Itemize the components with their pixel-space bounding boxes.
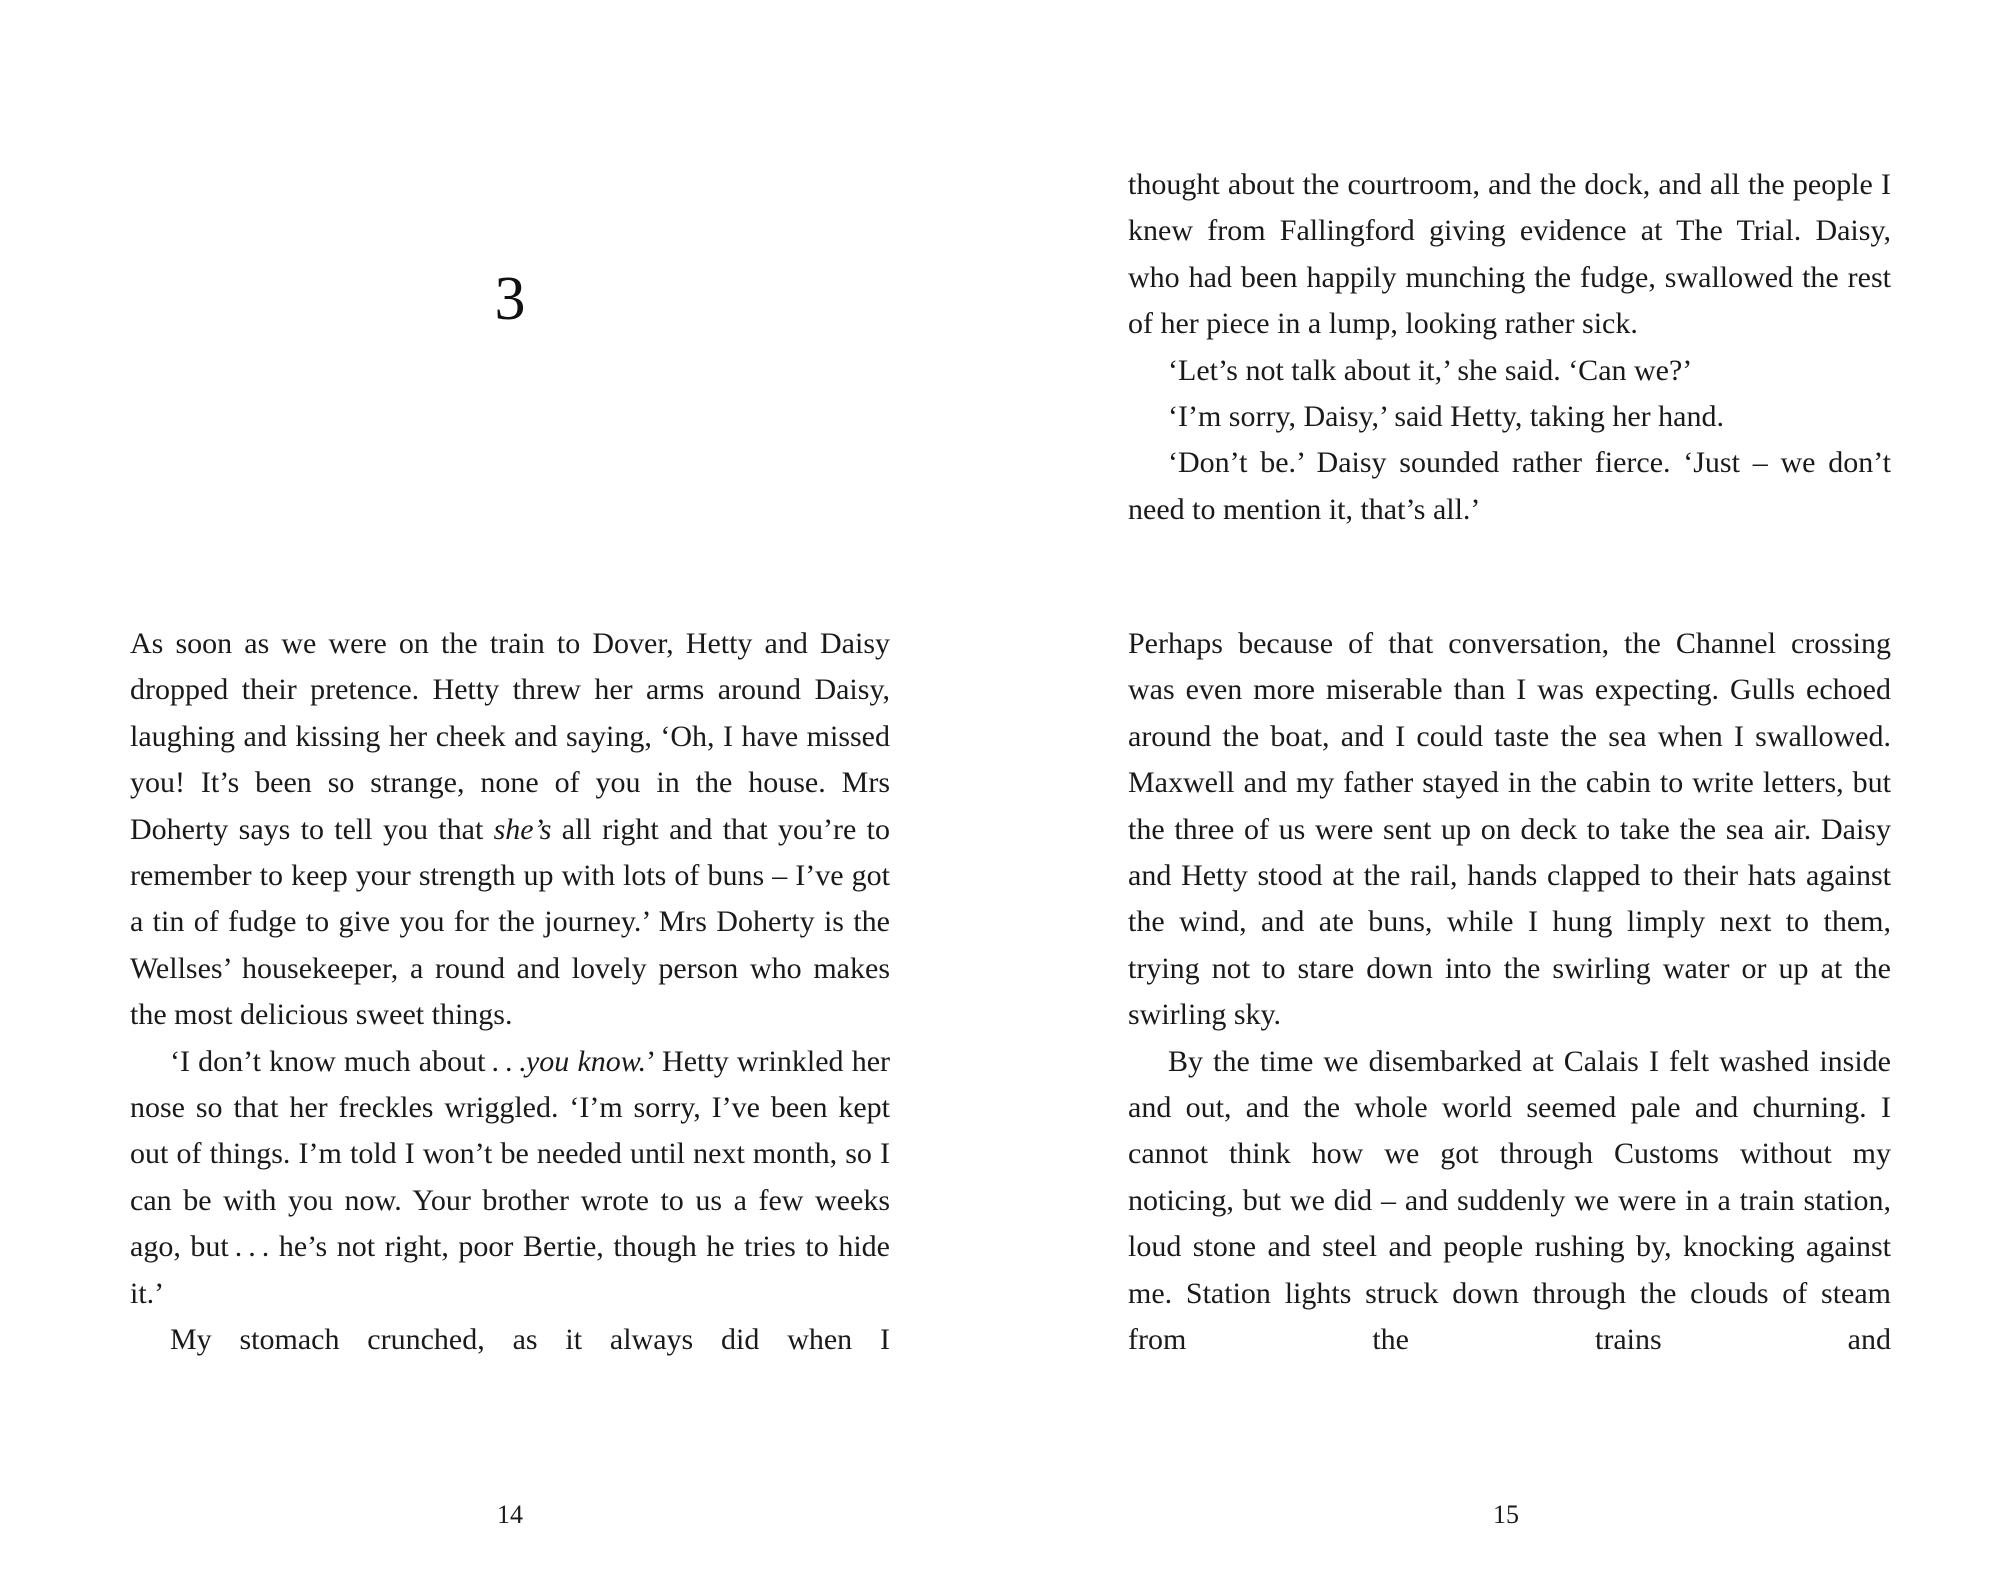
chapter-number: 3 <box>494 265 526 333</box>
text-run: My stomach crunched, as it always did when I <box>170 1323 890 1357</box>
paragraph: Perhaps because of that conversation, the Channel crossing was even more miserable than I was expecting. Gulls echoed around the boat, and I could taste the sea when I swallowed. Maxwell and my father stayed in the cabin to write letters, but the three of us were sent up on deck to take the sea air. Daisy and Hetty stood at the rail, hands clapped to their hats against the wind, and ate buns, while I hung limply next to them, trying not to stare down into the swirling water or up at the swirling sky. <box>1128 627 1891 1032</box>
paragraph <box>130 1039 890 1317</box>
right-page <box>1000 0 2000 1573</box>
paragraph <box>130 621 890 1039</box>
italic-text-run: she’s <box>493 812 552 846</box>
paragraph: ‘Let’s not talk about it,’ she said. ‘Can we?’ <box>1168 353 1693 387</box>
text-run: ’ Hetty wrinkled her nose so that her freckles wriggled. ‘I’m sorry, I’ve been kept out of things. I’m told I won’t be needed until next month, so I can be with you now. Your brother wrote to us a few weeks ago, but . . . he’s not right, poor Bertie, though he tries to hide it.’ <box>130 1044 890 1310</box>
paragraph: thought about the courtroom, and the dock, and all the people I knew from Fallingford giving evidence at The Trial. Daisy, who had been happily munching the fudge, swallowed the rest of her piece in a lump, looking rather sick. <box>1128 168 1891 341</box>
text-run: ‘I don’t know much about . . . <box>170 1044 526 1078</box>
paragraph: ‘I’m sorry, Daisy,’ said Hetty, taking her hand. <box>1168 400 1724 434</box>
text-run: As soon as we were on the train to Dover, Hetty and Daisy dropped their pretence. Hetty threw her arms around Daisy, laughing and kissing her cheek and saying, ‘Oh, I have missed you! It’s been so strange, none of you in the house. Mrs Doherty says to tell you that <box>130 627 890 846</box>
right-page-top-text <box>1128 162 1891 533</box>
page-number: 15 <box>1493 1500 1519 1529</box>
page-number: 14 <box>497 1500 523 1529</box>
paragraph <box>130 1317 890 1363</box>
left-page-text <box>130 621 890 1364</box>
italic-text-run: you know. <box>525 1044 647 1078</box>
paragraph: ‘Don’t be.’ Daisy sounded rather fierce. ‘Just – we don’t need to mention it, that’s all.’ <box>1128 446 1891 526</box>
right-page-bottom-text <box>1128 621 1891 1364</box>
paragraph: By the time we disembarked at Calais I felt washed inside and out, and the whole world seemed pale and churning. I cannot think how we got through Customs without my noticing, but we did – and suddenly we were in a train station, loud stone and steel and people rushing by, knocking against me. Station lights struck down through the clouds of steam from the trains and <box>1128 1044 1891 1357</box>
text-run: all right and that you’re to remember to keep your strength up with lots of buns – I’ve got a tin of fudge to give you for the journey.’ Mrs Doherty is the Wellses’ housekeeper, a round and lovely person who makes the most delicious sweet things. <box>130 812 890 1032</box>
